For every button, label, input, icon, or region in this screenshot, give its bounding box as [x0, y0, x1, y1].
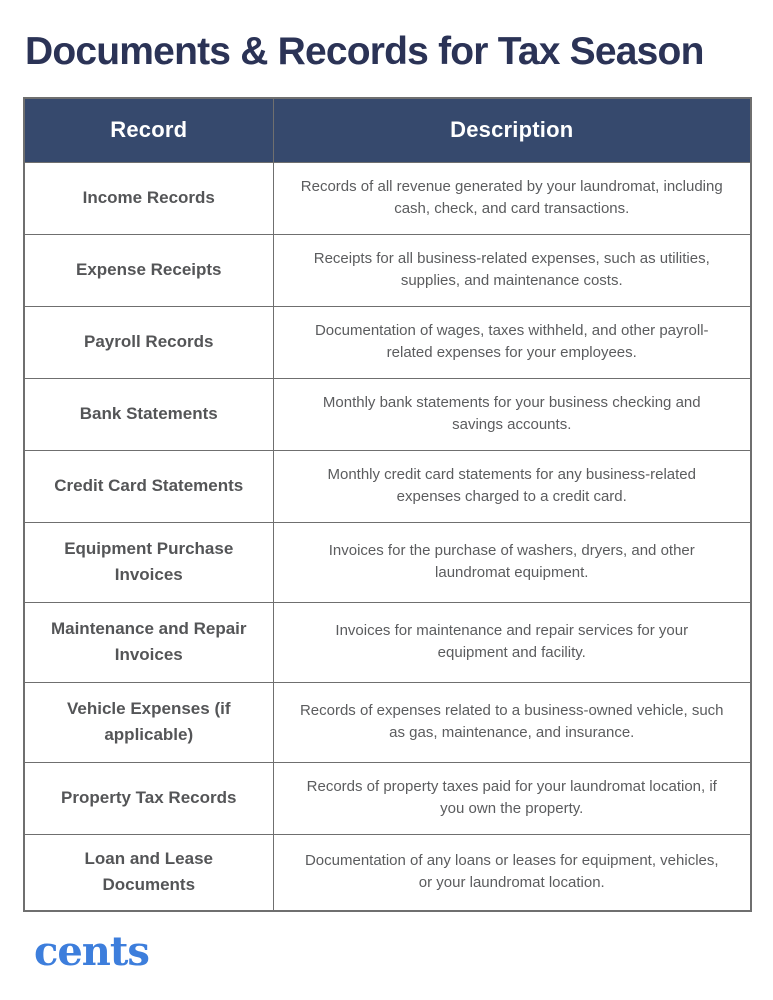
record-description: Monthly credit card statements for any business-related expenses charged to a credit card. [273, 450, 751, 522]
table-header-row [24, 98, 751, 162]
column-header-description: Description [273, 98, 751, 162]
record-description: Invoices for the purchase of washers, dryers, and other laundromat equipment. [273, 522, 751, 602]
table-row [24, 522, 751, 602]
record-name: Credit Card Statements [24, 450, 273, 522]
record-name: Income Records [24, 162, 273, 234]
record-description: Records of property taxes paid for your laundromat location, if you own the property. [273, 762, 751, 834]
record-name: Property Tax Records [24, 762, 273, 834]
record-description: Records of expenses related to a business-owned vehicle, such as gas, maintenance, and insurance. [273, 682, 751, 762]
column-header-record: Record [24, 98, 273, 162]
record-name: Equipment Purchase Invoices [24, 522, 273, 602]
record-description: Monthly bank statements for your business checking and savings accounts. [273, 378, 751, 450]
table-row [24, 234, 751, 306]
table-row [24, 306, 751, 378]
page-title: Documents & Records for Tax Season [25, 30, 704, 73]
record-description: Receipts for all business-related expenses, such as utilities, supplies, and maintenance costs. [273, 234, 751, 306]
record-name: Vehicle Expenses (if applicable) [24, 682, 273, 762]
table-row [24, 602, 751, 682]
table-row [24, 378, 751, 450]
record-description: Documentation of wages, taxes withheld, and other payroll-related expenses for your employees. [273, 306, 751, 378]
table-row [24, 762, 751, 834]
records-table [23, 97, 752, 912]
record-description: Documentation of any loans or leases for equipment, vehicles, or your laundromat location. [273, 834, 751, 911]
table-row [24, 682, 751, 762]
record-description: Records of all revenue generated by your laundromat, including cash, check, and card transactions. [273, 162, 751, 234]
cents-logo: cents [34, 928, 149, 975]
table-row [24, 834, 751, 911]
record-name: Bank Statements [24, 378, 273, 450]
table-row [24, 450, 751, 522]
record-name: Loan and Lease Documents [24, 834, 273, 911]
record-name: Expense Receipts [24, 234, 273, 306]
record-name: Payroll Records [24, 306, 273, 378]
record-description: Invoices for maintenance and repair services for your equipment and facility. [273, 602, 751, 682]
record-name: Maintenance and Repair Invoices [24, 602, 273, 682]
table-row [24, 162, 751, 234]
